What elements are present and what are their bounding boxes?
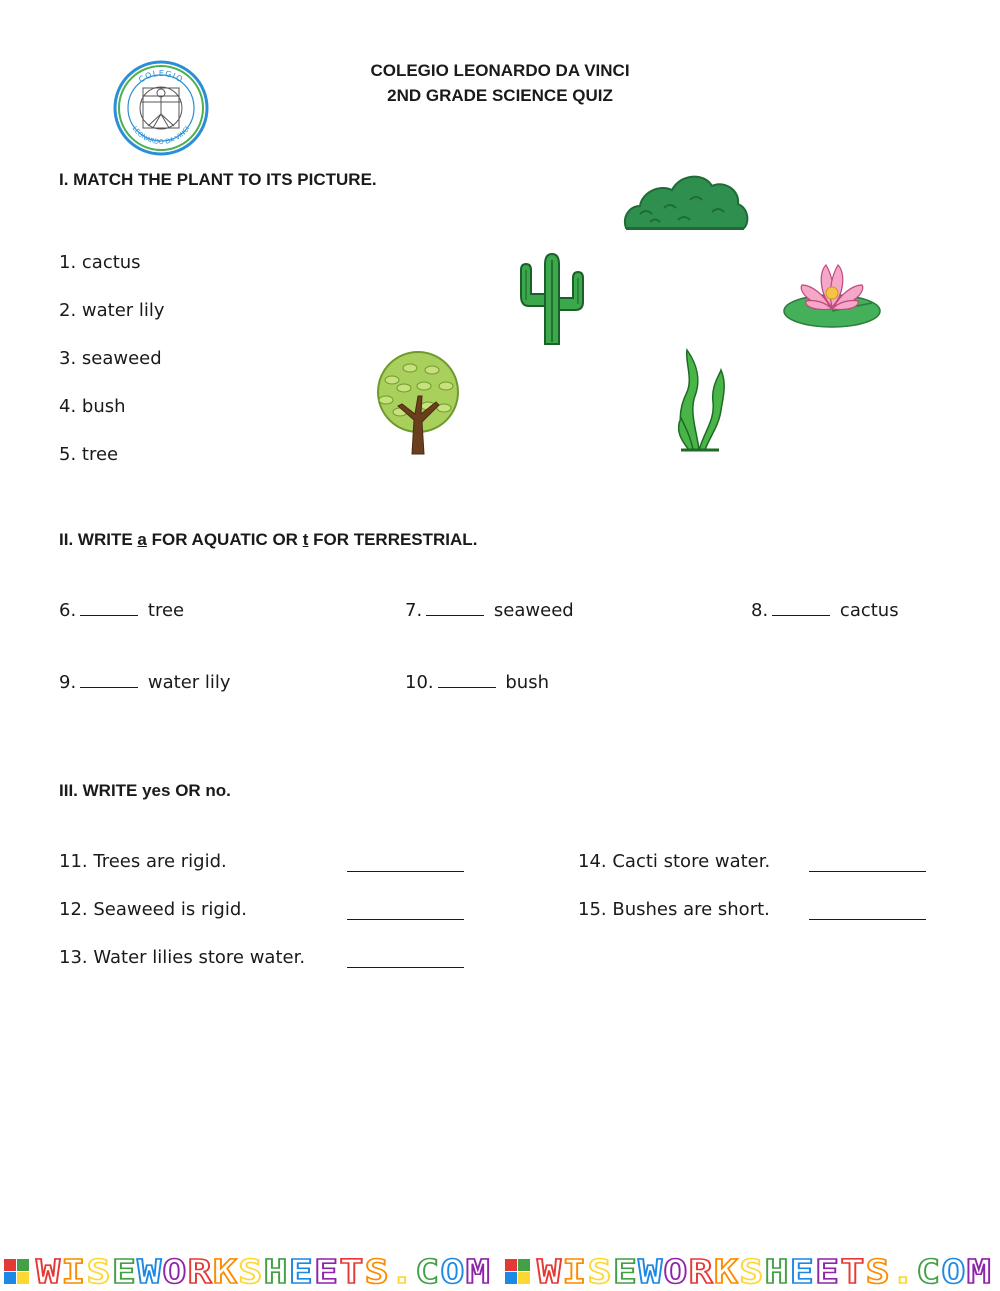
item-word: cactus: [839, 600, 899, 621]
aquatic-letter: a: [137, 530, 147, 549]
footer-letter: K: [713, 1253, 735, 1291]
footer-letter: .: [389, 1253, 411, 1291]
footer-letter: S: [587, 1253, 609, 1291]
logo-text-bottom: LEONARDO DA VINCI: [130, 124, 192, 147]
footer-letter: C: [916, 1253, 938, 1291]
footer-letter: W: [137, 1253, 158, 1291]
yes-no-question: 11. Trees are rigid.: [59, 851, 227, 872]
footer-letter: K: [212, 1253, 234, 1291]
footer-letter: R: [187, 1253, 209, 1291]
match-item: 4. bush: [59, 396, 126, 417]
footer-letter: O: [663, 1253, 685, 1291]
aquatic-terrestrial-item: [405, 599, 574, 621]
answer-blank[interactable]: [80, 599, 138, 616]
footer-letter: H: [764, 1253, 786, 1291]
footer-letter: E: [612, 1253, 634, 1291]
footer-letter: T: [840, 1253, 862, 1291]
cactus-picture[interactable]: [515, 250, 590, 346]
section-2-title: [59, 530, 477, 550]
item-number: 10.: [405, 672, 434, 693]
yes-no-question: 14. Cacti store water.: [578, 851, 771, 872]
item-number: 7.: [405, 600, 423, 621]
title-text: FOR AQUATIC OR: [146, 530, 303, 549]
footer-brand-text: [537, 1253, 992, 1291]
footer-letter: S: [238, 1253, 260, 1291]
ws-logo-icon: [505, 1259, 530, 1284]
footer-letter: E: [288, 1253, 310, 1291]
answer-line[interactable]: [809, 871, 926, 872]
footer-letter: I: [562, 1253, 584, 1291]
footer-letter: T: [339, 1253, 361, 1291]
footer-brand-text: [36, 1253, 491, 1291]
match-item: 3. seaweed: [59, 348, 162, 369]
footer-letter: E: [111, 1253, 133, 1291]
tree-picture[interactable]: [362, 350, 474, 458]
footer-letter: S: [364, 1253, 386, 1291]
yes-no-question: 12. Seaweed is rigid.: [59, 899, 247, 920]
section-1-title: I. MATCH THE PLANT TO ITS PICTURE.: [59, 170, 377, 189]
logo-text-top: COLEGIO: [137, 68, 185, 85]
ws-logo-icon: [4, 1259, 29, 1284]
section-3-title: III. WRITE yes OR no.: [59, 781, 231, 800]
answer-blank[interactable]: [772, 599, 830, 616]
footer-letter: W: [638, 1253, 659, 1291]
footer-letter: O: [440, 1253, 462, 1291]
footer-letter: W: [537, 1253, 558, 1291]
answer-line[interactable]: [347, 871, 464, 872]
footer-letter: C: [415, 1253, 437, 1291]
answer-blank[interactable]: [426, 599, 484, 616]
item-number: 9.: [59, 672, 77, 693]
title-text: FOR TERRESTRIAL.: [308, 530, 478, 549]
item-word: water lily: [147, 672, 231, 693]
aquatic-terrestrial-item: [405, 671, 549, 693]
footer-letter: M: [966, 1253, 988, 1291]
answer-line[interactable]: [809, 919, 926, 920]
match-item: 2. water lily: [59, 300, 165, 321]
footer-letter: S: [739, 1253, 761, 1291]
item-word: bush: [505, 672, 549, 693]
aquatic-terrestrial-item: [59, 671, 231, 693]
quiz-title: 2ND GRADE SCIENCE QUIZ: [387, 86, 613, 105]
footer-letter: S: [865, 1253, 887, 1291]
yes-no-question: 13. Water lilies store water.: [59, 947, 306, 968]
footer-letter: M: [465, 1253, 487, 1291]
terrestrial-letter: t: [302, 530, 309, 549]
bush-picture[interactable]: [620, 168, 750, 236]
item-number: 6.: [59, 600, 77, 621]
footer-letter: R: [688, 1253, 710, 1291]
match-item: 5. tree: [59, 444, 119, 465]
item-word: tree: [147, 600, 185, 621]
item-number: 8.: [751, 600, 769, 621]
footer-letter: E: [314, 1253, 335, 1291]
water-lily-picture[interactable]: [780, 255, 890, 335]
footer-letter: O: [941, 1253, 963, 1291]
answer-line[interactable]: [347, 919, 464, 920]
footer-letter: O: [162, 1253, 184, 1291]
footer-letter: W: [36, 1253, 57, 1291]
yes-no-question: 15. Bushes are short.: [578, 899, 770, 920]
school-logo: [113, 60, 209, 156]
match-item: 1. cactus: [59, 252, 141, 273]
footer-letter: E: [815, 1253, 836, 1291]
footer-letter: I: [61, 1253, 83, 1291]
answer-blank[interactable]: [438, 671, 496, 688]
footer-letter: .: [890, 1253, 912, 1291]
footer-letter: S: [86, 1253, 108, 1291]
aquatic-terrestrial-item: [751, 599, 899, 621]
item-word: seaweed: [493, 600, 574, 621]
seaweed-picture[interactable]: [645, 346, 750, 454]
footer-letter: E: [789, 1253, 811, 1291]
aquatic-terrestrial-item: [59, 599, 184, 621]
school-name: COLEGIO LEONARDO DA VINCI: [370, 61, 630, 80]
footer-letter: H: [263, 1253, 285, 1291]
title-text: II. WRITE: [59, 530, 138, 549]
answer-blank[interactable]: [80, 671, 138, 688]
answer-line[interactable]: [347, 967, 464, 968]
footer-watermark: [0, 1253, 1000, 1291]
